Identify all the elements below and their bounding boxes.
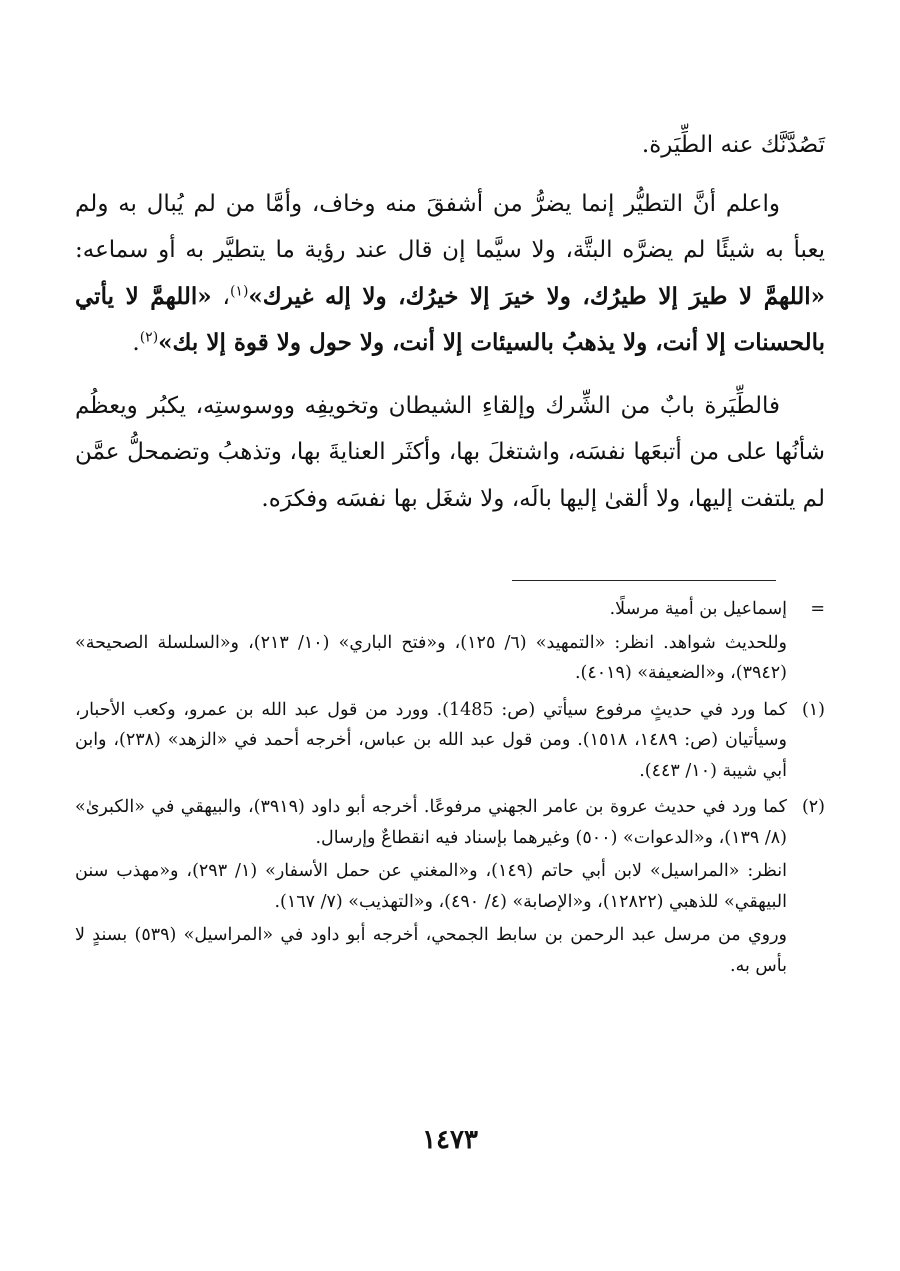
footnote-text: انظر: «المراسيل» لابن أبي حاتم (١٤٩)، و«المغني عن حمل الأسفار» (١/ ٢٩٣)، و«مهذب سنن البيهقي» للذهبي (١٢٨٢٢)، و«الإصابة» (٤/ ٤٩٠)، و«التهذيب» (٧/ ١٦٧). <box>75 861 787 912</box>
continuation-mark: = <box>810 599 825 619</box>
footnote-text: كما ورد في حديث عروة بن عامر الجهني مرفوعًا. أخرجه أبو داود (٣٩١٩)، والبيهقي في «الكبرىٰ» (٨/ ١٣٩)، و«الدعوات» (٥٠٠) وغيرهما بإسناد فيه انقطاعٌ وإرسال. <box>75 797 788 848</box>
footnote-ref-2[interactable]: (٢) <box>139 329 159 346</box>
paragraph-2 <box>75 181 825 367</box>
footnote-body <box>75 594 787 692</box>
footnote-1 <box>75 695 825 790</box>
page-number: ١٤٧٣ <box>422 1125 478 1155</box>
footnote-continued <box>75 594 825 692</box>
footnote-ref-1[interactable]: (١) <box>229 282 249 299</box>
supplication-1: «اللهمَّ لا طيرَ إلا طيرُك، ولا خيرَ إلا خيرُك، ولا إله غيرك» <box>248 282 825 310</box>
footnote-text: وروي من مرسل عبد الرحمن بن سابط الجمحي، أخرجه أبو داود في «المراسيل» (٥٣٩) بسندٍ لا بأس به. <box>75 925 787 976</box>
supplication-2: «اللهمَّ لا يأتي بالحسنات إلا أنت، ولا يذهبُ بالسيئات إلا أنت، ولا حول ولا قوة إلا بك» <box>75 282 825 356</box>
paragraph-3: فالطِّيَرة بابٌ من الشِّرك وإلقاءِ الشيطان وتخويفِه ووسوستِه، يكبُر ويعظُم شأنُها على من أتبعَها نفسَه، واشتغلَ بها، وأكثَر العنايةَ بها، وتذهبُ وتضمحلُّ عمَّن لم يلتفت إليها، ولا ألقىٰ إليها بالَه، ولا شغَل بها نفسَه وفكرَه. <box>75 392 825 512</box>
footnote-divider <box>512 580 776 581</box>
paragraph-1: تَصُدَّنَّك عنه الطِّيَرة. <box>641 132 825 158</box>
footnote-text: كما ورد في حديثٍ مرفوع سيأتي (ص: 1485). وورد من قول عبد الله بن عمرو، وكعب الأحبار، وسيأتيان (ص: ١٤٨٩، ١٥١٨). ومن قول عبد الله بن عباس، أخرجه أحمد في «الزهد» (٢٣٨)، وابن أبي شيبة (١٠/ ٤٤٣). <box>75 699 788 781</box>
separator: ، <box>211 283 230 310</box>
footnote-body <box>75 695 787 790</box>
footnote-number: (٢) <box>801 797 825 817</box>
paragraph-2-text: واعلم أنَّ التطيُّر إنما يضرُّ من أشفقَ منه وخاف، وأمَّا من لم يُبال به ولم يعبأ به شيئًا لم يضرَّه البتَّة، ولا سيَّما إن قال عند رؤية ما يتطيَّر به أو سماعه: <box>75 190 825 263</box>
footnotes <box>75 594 825 987</box>
main-text <box>75 122 825 538</box>
footnote-line: وللحديث شواهد. انظر: «التمهيد» (٦/ ١٢٥)، و«فتح الباري» (١٠/ ٢١٣)، و«السلسلة الصحيحة» (٣٩٤٢)، و«الضعيفة» (٤٠١٩). <box>75 632 787 683</box>
paragraph-2-end: . <box>132 330 140 356</box>
footnote-2 <box>75 792 825 984</box>
footnote-line: إسماعيل بن أمية مرسلًا. <box>609 599 787 619</box>
footnote-number: (١) <box>801 699 825 720</box>
footnote-body <box>75 792 787 984</box>
